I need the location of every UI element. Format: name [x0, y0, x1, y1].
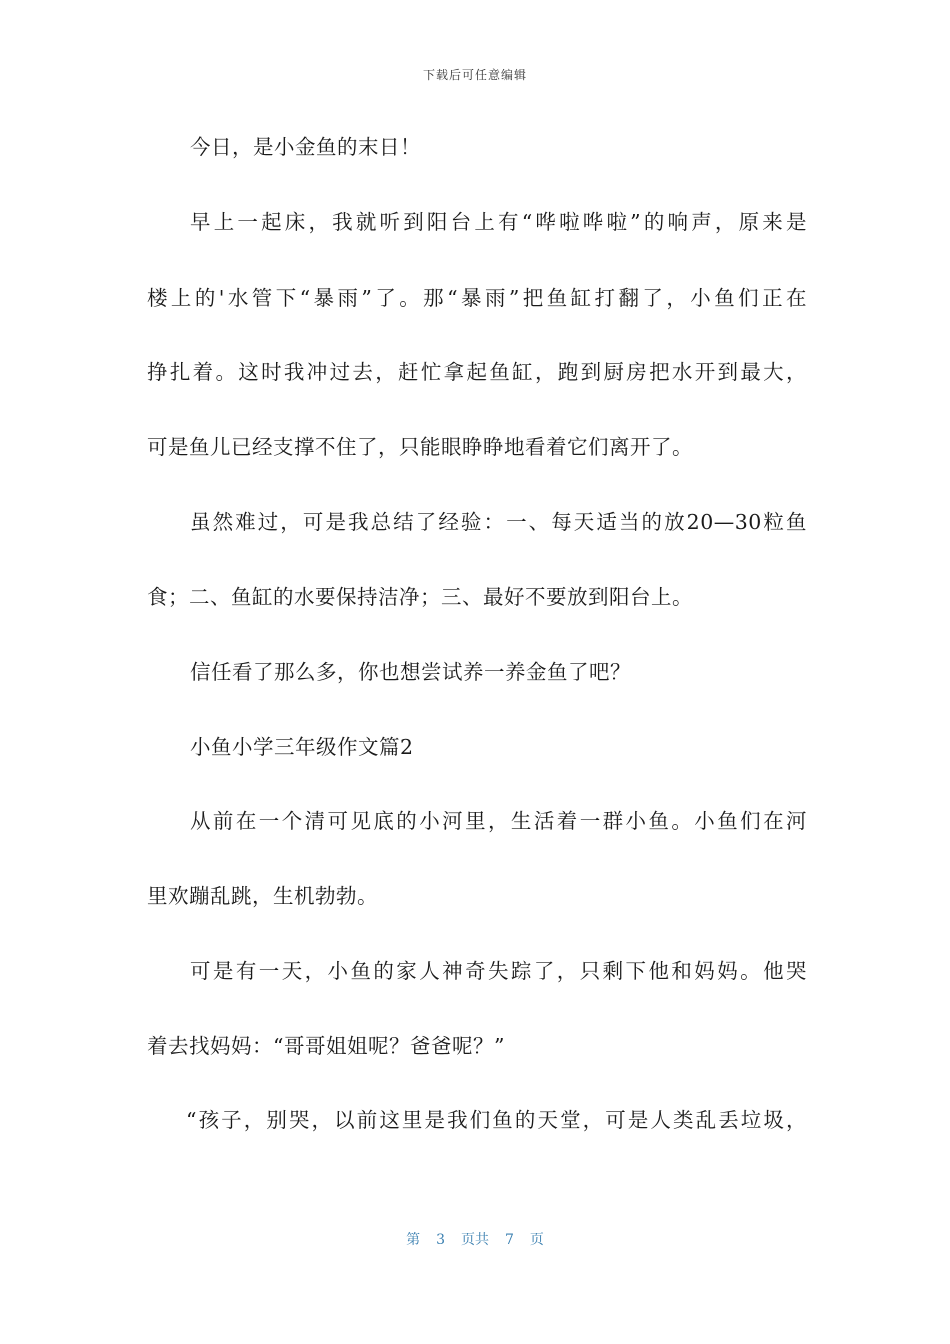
page-label-suffix: 页: [529, 1232, 544, 1248]
paragraph-line: 里欢蹦乱跳，生机勃勃。: [147, 884, 378, 908]
paragraph-line: 可是鱼儿已经支撑不住了，只能眼睁睁地看着它们离开了。: [147, 435, 693, 459]
paragraph-line: 楼上的'水管下“暴雨”了。那“暴雨”把鱼缸打翻了，小鱼们正在: [147, 286, 807, 310]
paragraph-line: 早上一起床，我就听到阳台上有“哗啦哗啦”的响声，原来是: [190, 210, 807, 234]
page-number: 3: [436, 1232, 445, 1248]
paragraph-line: 虽然难过，可是我总结了经验：一、每天适当的放20—30粒鱼: [190, 510, 807, 534]
page-label-mid: 页共: [461, 1232, 489, 1248]
section-heading: 小鱼小学三年级作文篇2: [190, 735, 414, 759]
paragraph-line: 挣扎着。这时我冲过去，赶忙拿起鱼缸，跑到厨房把水开到最大，: [147, 360, 807, 384]
paragraph-line: 可是有一天，小鱼的家人神奇失踪了，只剩下他和妈妈。他哭: [190, 959, 807, 983]
paragraph-line: 食；二、鱼缸的水要保持洁净；三、最好不要放到阳台上。: [147, 585, 693, 609]
paragraph-line: 今日，是小金鱼的末日！: [190, 135, 421, 159]
paragraph-line: 从前在一个清可见底的小河里，生活着一群小鱼。小鱼们在河: [190, 809, 807, 833]
page-header: 下载后可任意编辑: [422, 68, 527, 82]
paragraph-line: 着去找妈妈：“哥哥姐姐呢？爸爸呢？”: [147, 1034, 505, 1058]
total-pages: 7: [505, 1232, 514, 1248]
paragraph-line: “孩子，别哭，以前这里是我们鱼的天堂，可是人类乱丢垃圾，: [186, 1108, 807, 1132]
page-footer: [0, 1229, 950, 1249]
page-label-prefix: 第: [406, 1232, 421, 1248]
paragraph-line: 信任看了那么多，你也想尝试养一养金鱼了吧？: [190, 660, 631, 684]
